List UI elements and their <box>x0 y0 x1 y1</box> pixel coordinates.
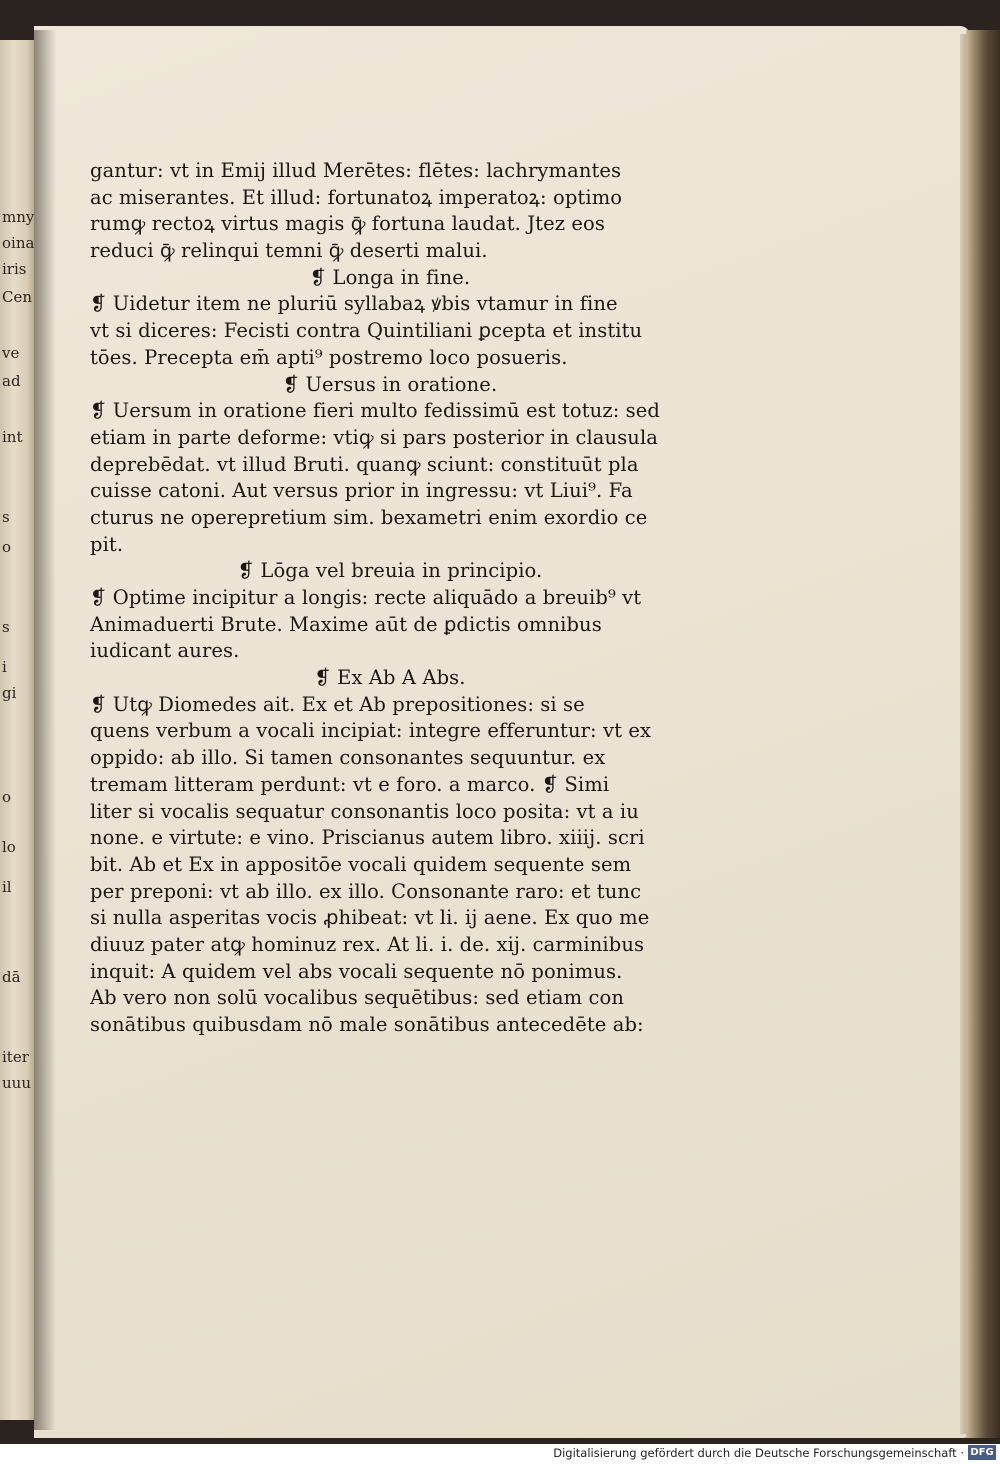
facing-page-fragment: ad <box>2 372 21 390</box>
facing-page-fragment: i <box>2 658 7 676</box>
text-line: si nulla asperitas vocis ꝓhibeat: vt li. ij aene. Ex quo me <box>90 906 650 930</box>
facing-page-fragment: int <box>2 428 23 446</box>
text-line: pit. <box>90 532 124 556</box>
text-line: inquit: A quidem vel abs vocali sequente nō ponimus. <box>90 959 623 983</box>
text-line: bit. Ab et Ex in appositōe vocali quidem sequente sem <box>90 852 632 876</box>
facing-page-fragment: s <box>2 508 10 526</box>
facing-page-fragment: Cen <box>2 288 33 306</box>
facing-page-fragment: gi <box>2 684 17 702</box>
dfg-logo: DFG <box>968 1445 996 1460</box>
text-line: oppido: ab illo. Si tamen consonantes sequuntur. ex <box>90 746 606 770</box>
facing-page-fragment: oina <box>2 234 35 252</box>
facing-page-fragment: lo <box>2 838 16 856</box>
text-line: reduci ꝙ̄ relinqui temni ꝙ̄ deserti malui. <box>90 239 488 263</box>
text-line: ❡ Uidetur item ne pluriū syllabaꝝ ꝟbis vtamur in fine <box>90 292 618 316</box>
text-line: iudicant aures. <box>90 639 240 663</box>
facing-page-fragment: uuu <box>2 1074 31 1092</box>
text-line: Ab vero non solū vocalibus sequētibus: sed etiam con <box>90 986 624 1010</box>
printed-text-block <box>90 158 690 1039</box>
section-heading: ❡ Lōga vel breuia in principio. <box>237 559 543 583</box>
book-cover-edge <box>966 30 1000 1438</box>
gutter-shadow <box>34 30 56 1430</box>
text-line: cturus ne operepretium sim. bexametri enim exordio ce <box>90 505 648 529</box>
facing-page-edge <box>0 40 36 1420</box>
facing-page-fragment: dā <box>2 968 21 986</box>
text-line: ❡ Optime incipitur a longis: recte aliquādo a breuib⁹ vt <box>90 586 642 609</box>
text-line: tremam litteram perdunt: vt e foro. a marco. ❡ Simi <box>90 772 610 796</box>
text-line: rumꝙ rectoꝝ virtus magis ꝙ̄ fortuna laudat. Jtez eos <box>90 212 605 236</box>
text-line: tōes. Precepta em̄ apti⁹ postremo loco posueris. <box>90 345 568 369</box>
facing-page-fragment: mny <box>2 208 35 226</box>
text-line: quens verbum a vocali incipiat: integre efferuntur: vt ex <box>90 719 652 743</box>
text-line: ❡ Utꝙ Diomedes ait. Ex et Ab prepositiones: si se <box>90 692 585 716</box>
facing-page-fragment: o <box>2 538 12 556</box>
text-line: vt si diceres: Fecisti contra Quintiliani ꝑcepta et institu <box>90 319 643 343</box>
text-line: liter si vocalis sequatur consonantis loco posita: vt a iu <box>90 799 639 823</box>
text-line: gantur: vt in Emij illud Merētes: flētes: lachrymantes <box>90 159 622 182</box>
text-line: sonātibus quibusdam nō male sonātibus antecedēte ab: <box>90 1013 644 1036</box>
text-line: ac miserantes. Et illud: fortunatoꝝ imperatoꝝ: optimo <box>90 185 623 209</box>
facing-page-fragment: o <box>2 788 12 806</box>
text-line: none. e virtute: e vino. Priscianus autem libro. xiiij. scri <box>90 826 645 850</box>
text-line: Animaduerti Brute. Maxime aūt de ꝑdictis omnibus <box>90 612 602 636</box>
facing-page-fragment: s <box>2 618 10 636</box>
section-heading: ❡ Longa in fine. <box>309 265 471 289</box>
text-line: ❡ Uersum in oratione fieri multo fedissimū est totuz: sed <box>90 399 660 423</box>
facing-page-fragment: iris <box>2 260 27 278</box>
facing-page-fragment: iter <box>2 1048 29 1066</box>
section-heading: ❡ Uersus in oratione. <box>282 372 498 396</box>
text-line: cuisse catoni. Aut versus prior in ingressu: vt Liui⁹. Fa <box>90 479 633 503</box>
facing-page-fragment: il <box>2 878 12 896</box>
footer-credit: Digitalisierung gefördert durch die Deutsche Forschungsgemeinschaft · <box>553 1446 964 1460</box>
text-line: etiam in parte deforme: vtiꝙ si pars posterior in clausula <box>90 425 659 449</box>
section-heading: ❡ Ex Ab A Abs. <box>314 666 466 690</box>
facing-page-fragment: ve <box>2 344 20 362</box>
text-line: deprebēdat. vt illud Bruti. quanꝙ sciunt: constituūt pla <box>90 452 639 476</box>
text-line: per preponi: vt ab illo. ex illo. Consonante raro: et tunc <box>90 879 642 903</box>
text-line: diuuz pater atꝙ hominuz rex. At li. i. de. xij. carminibus <box>90 932 645 956</box>
